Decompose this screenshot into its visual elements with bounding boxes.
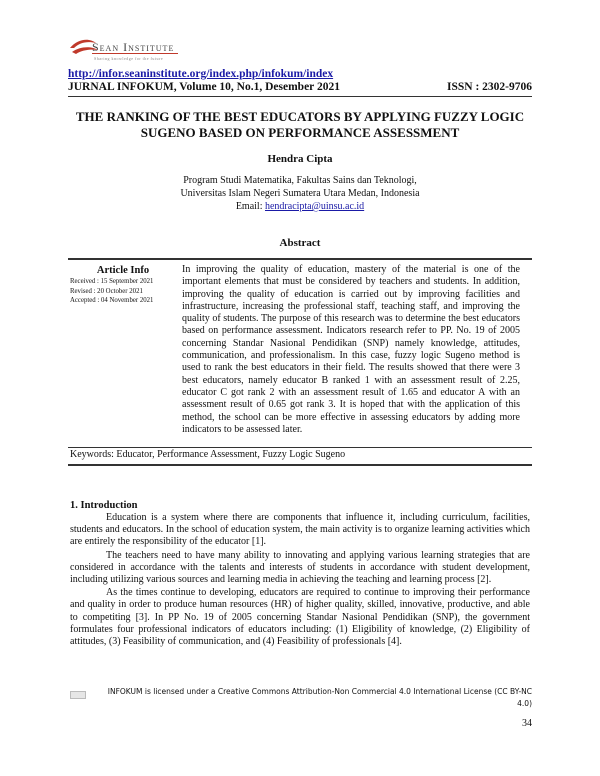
introduction-paragraph-3: As the times continue to developing, educators are required to continue to improving their performance and quality in order to produce human resources (HR) of higher quality, skilled, innovative, productive, and able to competiting [3]. In PP No. 19 of 2005 concerning Standar Nasional Pendidikan (SNP), the government formulates four professional indicators of educators including: (1) Eligibility of knowledge, (2) Eligibility of attitudes, (3) Feasibility of communication, and (4) Feasibility of professionals [4]. — [70, 587, 530, 648]
article-info — [70, 265, 176, 306]
affiliation-line-2: Universitas Islam Negeri Sumatera Utara Medan, Indonesia — [180, 188, 420, 199]
header-divider — [68, 96, 532, 97]
introduction-paragraph-1: Education is a system where there are components that influence it, including curriculum, facilities, students and educators. In the school of education system, the main activity is to organize learning activities which are entirely the responsibility of the educator [1]. — [70, 512, 530, 548]
email-label: Email: — [235, 201, 265, 212]
affiliation-line-1: Program Studi Matematika, Fakultas Sains dan Teknologi, — [183, 175, 417, 186]
keywords-divider — [68, 464, 532, 466]
received-date: Received : 15 September 2021 — [70, 278, 154, 285]
paper-title: THE RANKING OF THE BEST EDUCATORS BY APPLYING FUZZY LOGIC SUGENO BASED ON PERFORMANCE ASSESSMENT — [75, 109, 525, 140]
paper-author: Hendra Cipta — [267, 153, 333, 165]
publisher-logo — [68, 34, 188, 68]
journal-url-link[interactable]: http://infor.seaninstitute.org/index.php/infokum/index — [68, 68, 334, 80]
accepted-date: Accepted : 04 November 2021 — [70, 297, 154, 304]
author-email-link[interactable]: hendracipta@uinsu.ac.id — [264, 201, 365, 212]
abstract-text: In improving the quality of education, mastery of the material is one of the important elements that must be considered by teachers and students. In addition, improving the quality of education is carried out by improving facilities and infrastructure, increasing the professional staff, teaching staff, and improving the quality of students. The purpose of this research was to determine the best educators based on performance assessment. Indicators research refer to PP. No. 19 of 2005 concerning Standar Nasional Pendidikan (SNP) namely knowledge, attitudes, communication, and professionalism. In this case, fuzzy logic Sugeno method is used to rank the best educators in their field. The results showed that there were 3 best educators, namely educator B ranked 1 with an assessment result of 2.25, educator C got rank 2 with an assessment result of 1.65 and educator A with an assessment result of 0.65 got rank 3. It is hoped that with the application of this method, the school can be more effective in assessing educators by adding more indicators to be assessed later. — [182, 264, 520, 435]
revised-date: Revised : 20 October 2021 — [70, 287, 143, 295]
introduction-heading: 1. Introduction — [70, 500, 138, 511]
abstract-top-divider — [68, 258, 532, 260]
license-text: INFOKUM is licensed under a Creative Commons Attribution-Non Commercial 4.0 International License (CC BY-NC 4.0) — [107, 687, 532, 708]
logo-name: Sean Institute — [92, 40, 175, 54]
journal-citation: JURNAL INFOKUM, Volume 10, No.1, Desember 2021 — [68, 81, 340, 93]
cc-license-icon — [70, 691, 86, 699]
journal-citation-line — [68, 81, 532, 93]
introduction-body — [70, 512, 530, 649]
page-number: 34 — [522, 718, 532, 729]
article-info-title: Article Info — [96, 265, 150, 276]
abstract-heading: Abstract — [279, 237, 321, 249]
logo-tagline: Sharing knowledge for the future — [94, 56, 164, 61]
author-email-line — [68, 200, 532, 213]
introduction-paragraph-2: The teachers need to have many ability to innovating and applying various learning strategies that are considered in accordance with the talents and interests of students in accordance with student development, including utilizing various sources and learning media in achieving the teaching and learning process [2]. — [70, 549, 530, 586]
journal-issn: ISSN : 2302-9706 — [447, 81, 532, 93]
keywords: Keywords: Educator, Performance Assessment, Fuzzy Logic Sugeno — [70, 449, 346, 460]
abstract-bottom-divider — [68, 447, 532, 448]
